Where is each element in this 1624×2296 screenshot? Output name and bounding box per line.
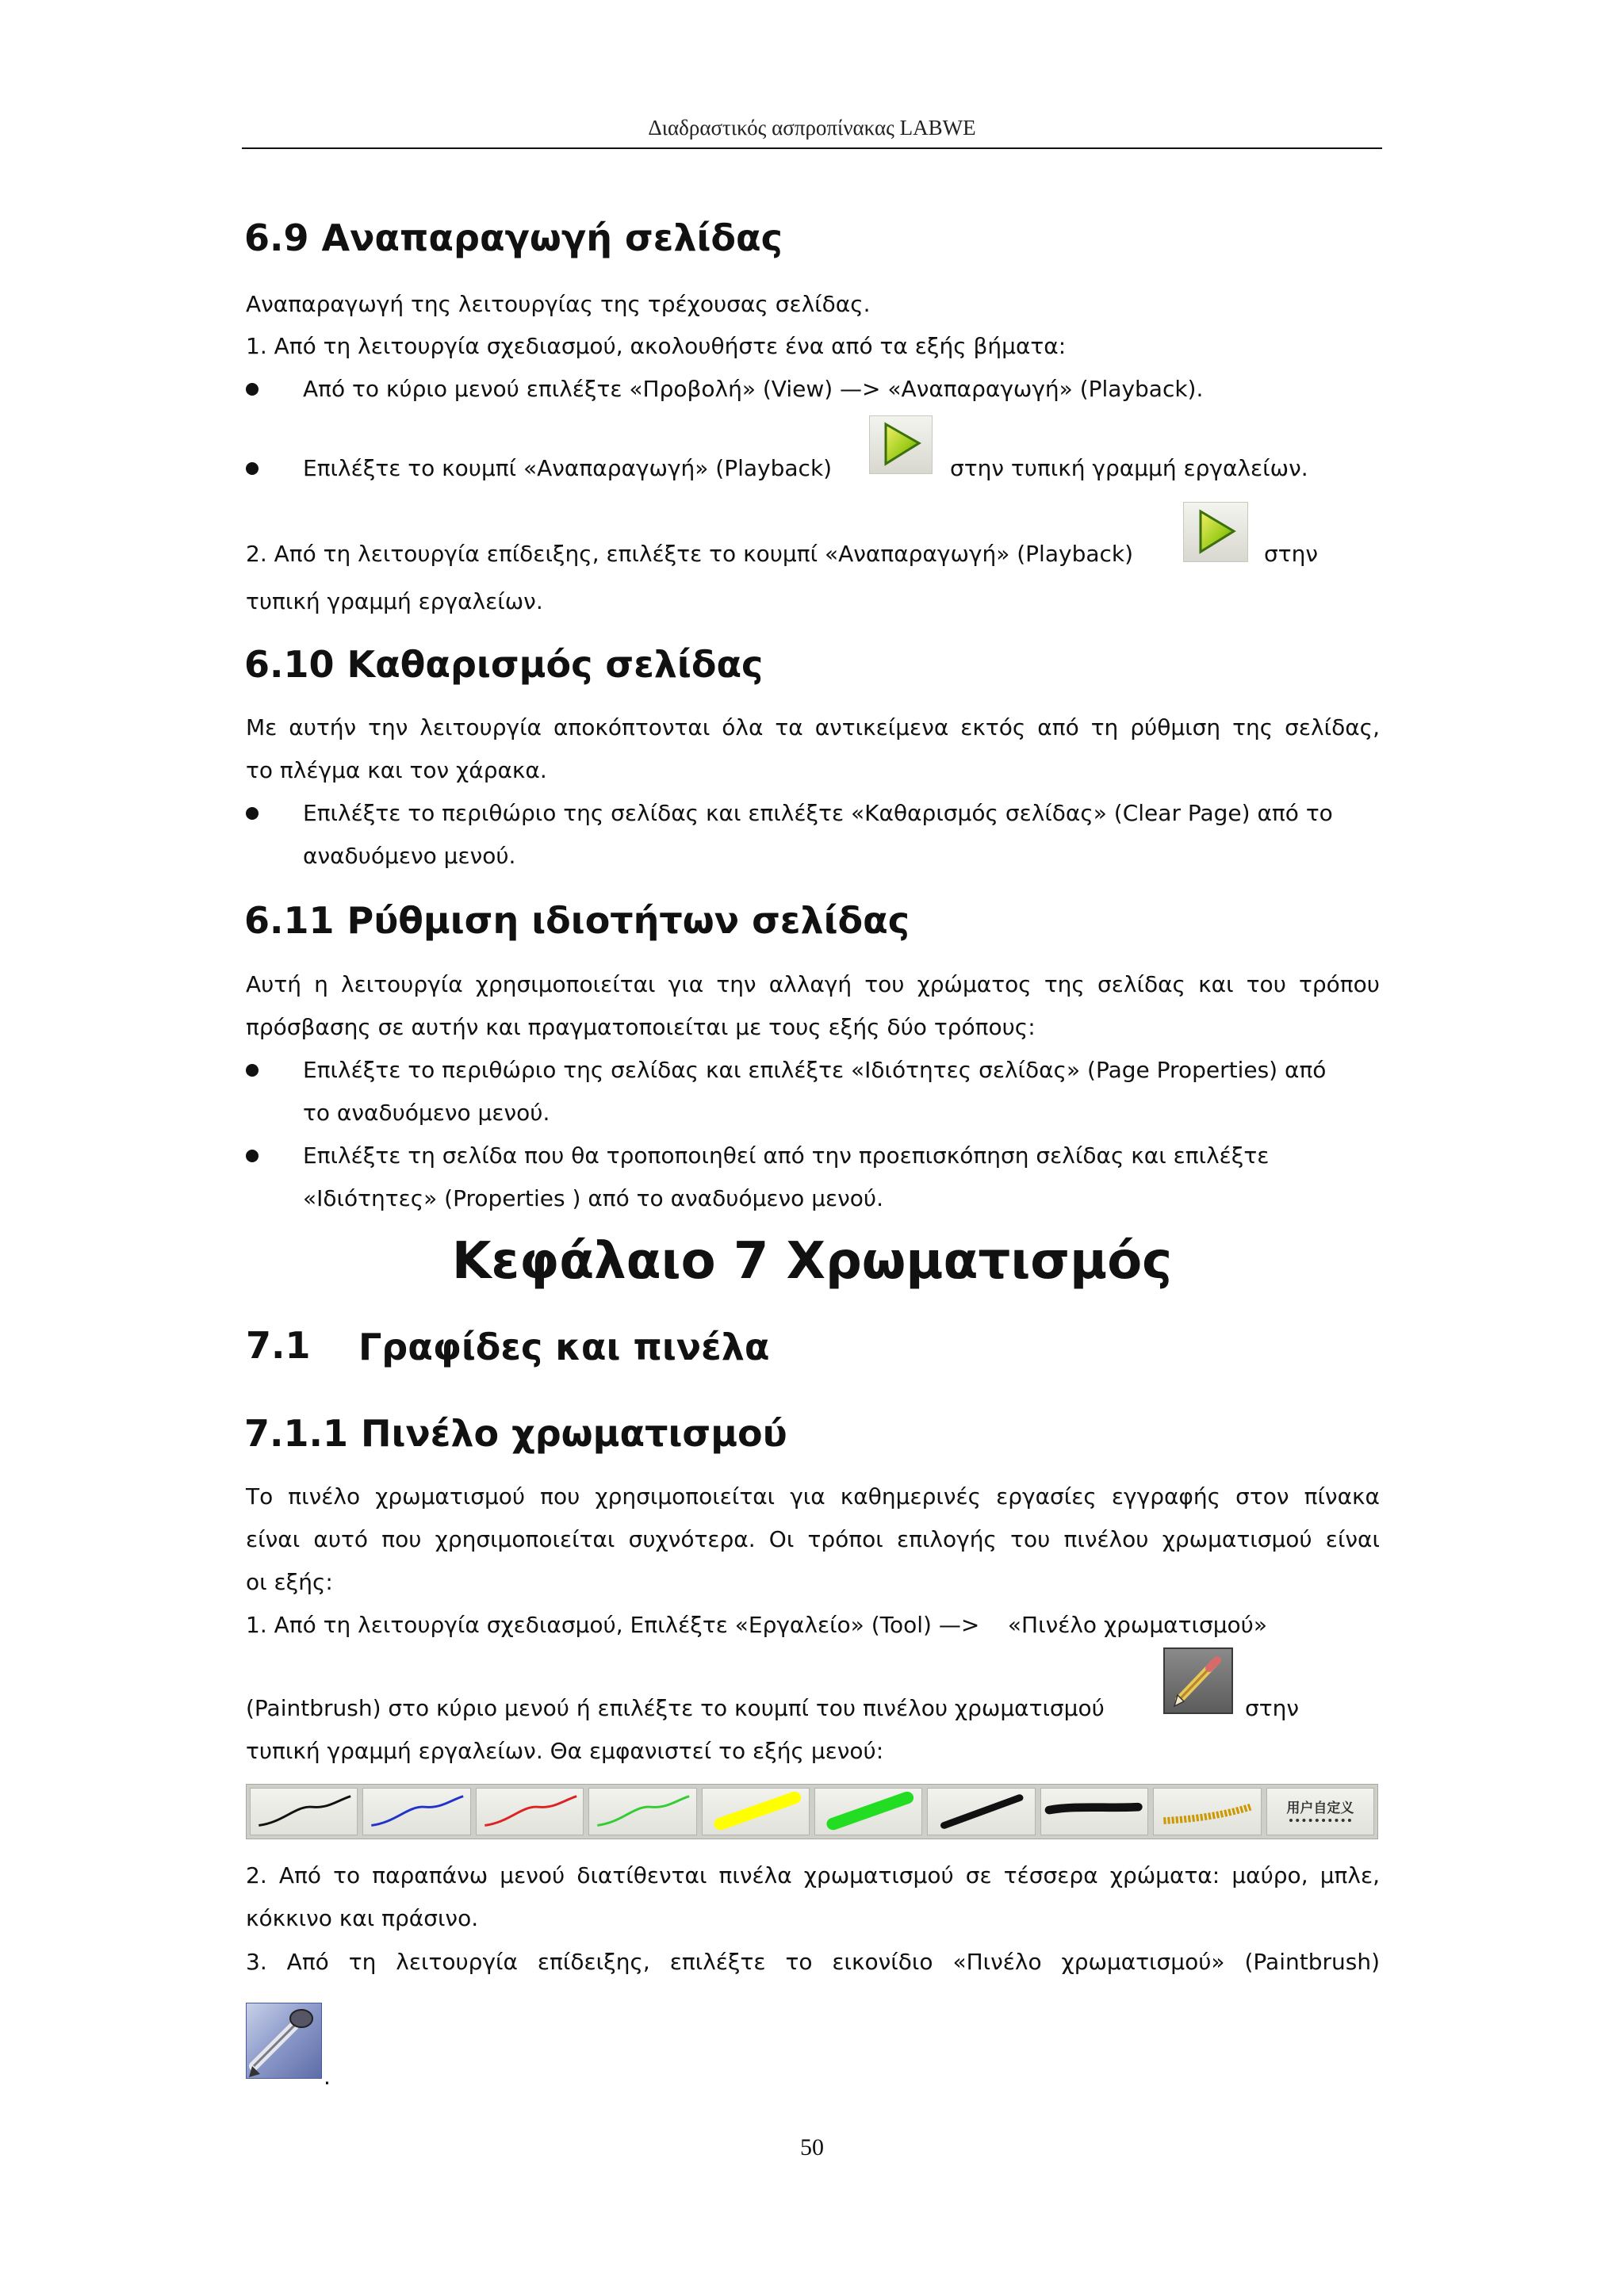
text-7-1-1-step1-1: 1. Από τη λειτουργία σχεδιασμού, Επιλέξτε «Εργαλείο» (Tool) —> «Πινέλο χρωματισμού» — [246, 1612, 1267, 1638]
playback-icon — [1183, 502, 1248, 562]
text-6-9-intro: Αναπαραγωγή της λειτουργίας της τρέχουσας σελίδας. — [246, 291, 871, 317]
text-6-11-bullet1-1: Επιλέξτε το περιθώριο της σελίδας και επιλέξτε «Ιδιότητες σελίδας» (Page Properties) από — [303, 1057, 1327, 1083]
brush-stroke-icon — [1041, 1789, 1147, 1835]
marker-pen-button[interactable] — [927, 1788, 1035, 1835]
green-pen-button[interactable] — [588, 1788, 696, 1835]
text-6-9-step1: 1. Από τη λειτουργία σχεδιασμού, ακολουθήστε ένα από τα εξής βήματα: — [246, 333, 1067, 359]
texture-pen-button[interactable] — [1153, 1788, 1261, 1835]
custom-pen-button[interactable] — [1266, 1788, 1374, 1835]
text-6-10-para-1: Με αυτήν την λειτουργία αποκόπτονται όλα τα αντικείμενα εκτός από τη ρύθμιση της σελίδας, — [246, 714, 1380, 740]
section-7-1-number: 7.1 — [246, 1324, 311, 1367]
text-7-1-1-step2-2: κόκκινο και πράσινο. — [246, 1905, 479, 1931]
section-7-1-title: Γραφίδες και πινέλα — [358, 1326, 770, 1368]
bullet-dot — [246, 1150, 259, 1162]
header-rule — [242, 147, 1382, 149]
marker-stroke-icon — [928, 1789, 1034, 1835]
thin-curve-icon — [477, 1789, 583, 1835]
text-7-1-1-para-3: οι εξής: — [246, 1569, 333, 1595]
playback-icon — [869, 415, 933, 474]
paintbrush-demo-icon — [246, 2003, 322, 2079]
text-6-10-bullet1-1: Επιλέξτε το περιθώριο της σελίδας και επιλέξτε «Καθαρισμός σελίδας» (Clear Page) από το — [303, 800, 1333, 826]
text-7-1-1-step1-2a: (Paintbrush) στο κύριο μενού ή επιλέξτε το κουμπί του πινέλου χρωματισμού — [246, 1695, 1105, 1721]
heading-6-10: 6.10 Καθαρισμός σελίδας — [244, 643, 764, 686]
text-7-1-1-step1-3: τυπική γραμμή εργαλείων. Θα εμφανιστεί το εξής μενού: — [246, 1738, 884, 1764]
thin-curve-icon — [363, 1789, 469, 1835]
text-6-11-bullet2-2: «Ιδιότητες» (Properties ) από το αναδυόμενο μενού. — [303, 1185, 884, 1211]
red-pen-button[interactable] — [476, 1788, 584, 1835]
text-6-9-bullet2-b: στην τυπική γραμμή εργαλείων. — [950, 455, 1308, 481]
paintbrush-icon — [1163, 1647, 1233, 1714]
text-6-11-bullet2-1: Επιλέξτε τη σελίδα που θα τροποποιηθεί από την προεπισκόπηση σελίδας και επιλέξτε — [303, 1142, 1270, 1169]
bullet-dot — [246, 383, 259, 396]
dotted-line-icon — [1289, 1819, 1351, 1822]
chapter-7-title: Κεφάλαιο 7 Χρωματισμός — [451, 1232, 1173, 1291]
pen-toolbar — [246, 1784, 1378, 1839]
text-6-11-para-2: πρόσβασης σε αυτήν και πραγματοποιείται με τους εξής δύο τρόπους: — [246, 1014, 1036, 1040]
texture-stroke-icon — [1154, 1789, 1260, 1835]
running-header: Διαδραστικός ασπροπίνακας LABWE — [648, 116, 976, 140]
text-6-9-bullet2-a: Επιλέξτε το κουμπί «Αναπαραγωγή» (Playback) — [303, 455, 833, 481]
heading-7-1-1: 7.1.1 Πινέλο χρωματισμού — [244, 1412, 787, 1455]
text-6-9-bullet1: Από το κύριο μενού επιλέξτε «Προβολή» (View) —> «Αναπαραγωγή» (Playback). — [303, 376, 1204, 402]
text-6-9-step2-b: στην — [1264, 541, 1318, 567]
black-pen-button[interactable] — [250, 1788, 358, 1835]
bullet-dot — [246, 807, 259, 820]
blue-pen-button[interactable] — [362, 1788, 470, 1835]
text-7-1-1-step3-period: . — [324, 2064, 331, 2090]
page-number: 50 — [800, 2134, 824, 2160]
highlighter-stroke-icon — [815, 1789, 921, 1835]
thin-curve-icon — [589, 1789, 695, 1835]
custom-pen-label: 用户自定义 — [1286, 1800, 1354, 1816]
highlighter-stroke-icon — [703, 1789, 809, 1835]
text-6-9-step2-c: τυπική γραμμή εργαλείων. — [246, 588, 543, 614]
text-7-1-1-step1-2b: στην — [1245, 1695, 1299, 1721]
text-6-9-step2-a: 2. Από τη λειτουργία επίδειξης, επιλέξτε το κουμπί «Αναπαραγωγή» (Playback) — [246, 541, 1134, 567]
brush-pen-button[interactable] — [1040, 1788, 1148, 1835]
text-7-1-1-step3: 3. Από τη λειτουργία επίδειξης, επιλέξτε το εικονίδιο «Πινέλο χρωματισμού» (Paintbrush) — [246, 1949, 1380, 1975]
green-highlighter-button[interactable] — [814, 1788, 922, 1835]
text-7-1-1-para-1: Το πινέλο χρωματισμού που χρησιμοποιείται για καθημερινές εργασίες εγγραφής στον πίνακα — [246, 1483, 1380, 1510]
bullet-dot — [246, 1064, 259, 1077]
text-6-10-para-2: το πλέγμα και τον χάρακα. — [246, 757, 547, 783]
text-6-10-bullet1-2: αναδυόμενο μενού. — [303, 843, 516, 869]
heading-6-9: 6.9 Αναπαραγωγή σελίδας — [244, 216, 783, 259]
text-7-1-1-para-2: είναι αυτό που χρησιμοποιείται συχνότερα. Οι τρόποι επιλογής του πινέλου χρωματισμού είναι — [246, 1526, 1380, 1552]
text-7-1-1-step2-1: 2. Από το παραπάνω μενού διατίθενται πινέλα χρωματισμού σε τέσσερα χρώματα: μαύρο, μπλε, — [246, 1862, 1380, 1888]
heading-6-11: 6.11 Ρύθμιση ιδιοτήτων σελίδας — [244, 899, 910, 942]
bullet-dot — [246, 462, 259, 475]
yellow-highlighter-button[interactable] — [702, 1788, 810, 1835]
text-6-11-para-1: Αυτή η λειτουργία χρησιμοποιείται για την αλλαγή του χρώματος της σελίδας και του τρόπου — [246, 971, 1380, 997]
text-6-11-bullet1-2: το αναδυόμενο μενού. — [303, 1100, 550, 1126]
thin-curve-icon — [251, 1789, 357, 1835]
